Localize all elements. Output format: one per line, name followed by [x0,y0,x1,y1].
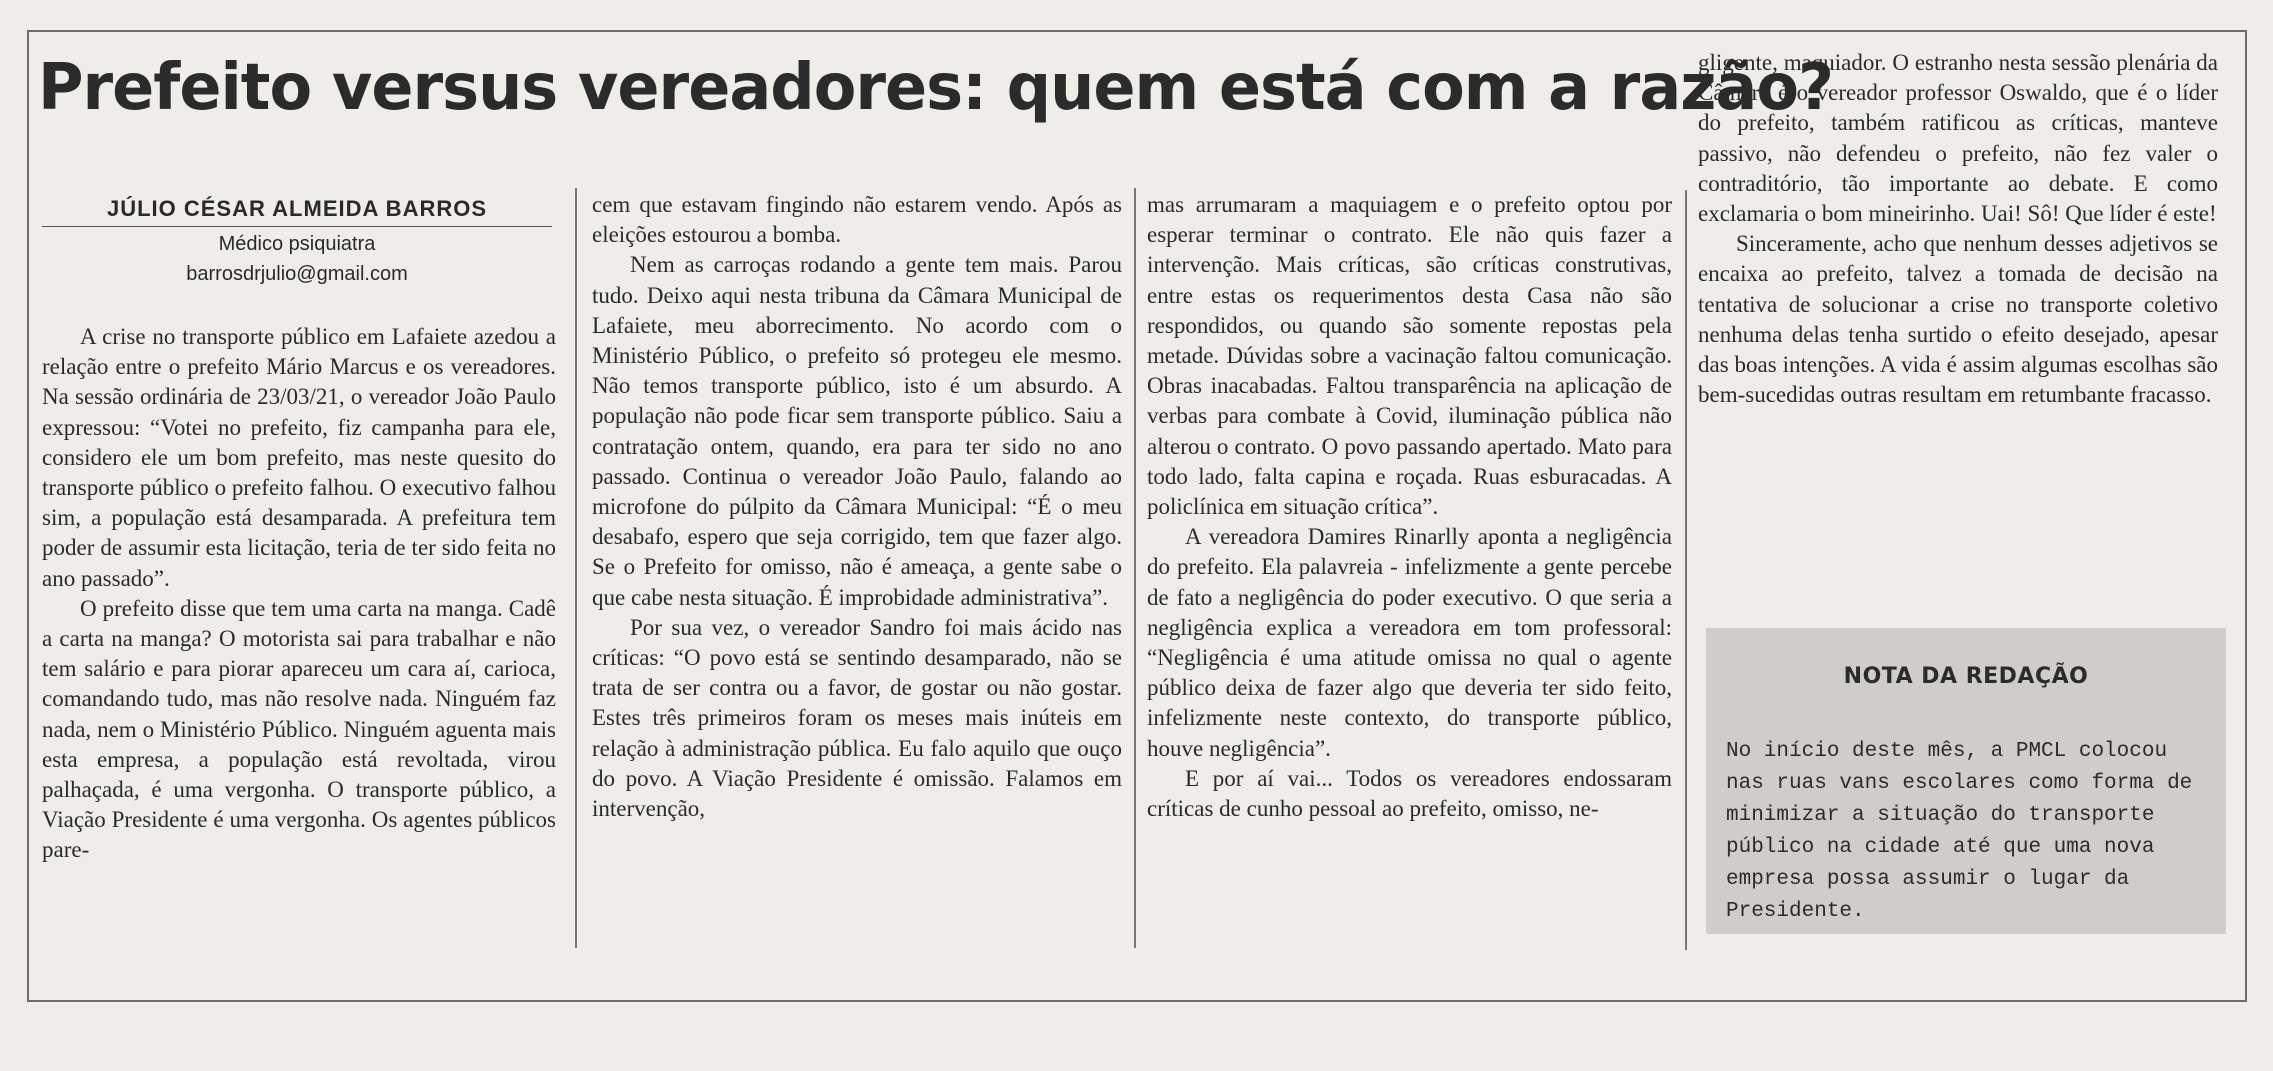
author-email: barrosdrjulio@gmail.com [186,263,408,285]
paragraph: A crise no transporte público em Lafaiete azedou a relação entre o prefeito Mário Marcus e os vereadores. Na sessão ordinária de 23/03/21, o vereador João Paulo expressou: “Votei no prefeito, fiz campanha para ele, considero ele um bom prefeito, mas neste quesito do transporte público o prefeito falhou. O executivo falhou sim, a população está desamparada. A prefeitura tem poder de assumir esta licitação, teria de ter sido feita no ano passado”. [42,324,556,591]
article-column-3 [1147,190,1672,824]
article-column-1 [42,322,556,866]
column-rule [1134,188,1136,948]
paragraph: Nem as carroças rodando a gente tem mais. Parou tudo. Deixo aqui nesta tribuna da Câmara Municipal de Lafaiete, meu aborrecimento. No acordo com o Ministério Público, o prefeito só protegeu ele mesmo. Não temos transporte público, isto é um absurdo. A população não pode ficar sem transporte público. Saiu a contratação ontem, quando, era para ter sido no ano passado. Continua o vereador João Paulo, falando ao microfone do púlpito da Câmara Municipal: “É o meu desabafo, espero que seja corrigido, tem que fazer algo. Se o Prefeito for omisso, não é ameaça, a gente sabe o que cabe nesta situação. É improbidade administrativa”. [592,252,1122,610]
paragraph: cem que estavam fingindo não estarem vendo. Após as eleições estourou a bomba. [592,192,1122,248]
paragraph: O prefeito disse que tem uma carta na manga. Cadê a carta na manga? O motorista sai para trabalhar e não tem salário e para piorar apareceu um cara aí, carioca, comandando tudo, mas não resolve nada. Ninguém faz nada, nem o Ministério Público. Ninguém aguenta mais esta empresa, a população está revoltada, virou palhaçada, é uma vergonha. O transporte público, a Viação Presidente é uma vergonha. Os agentes públicos pare- [42,595,556,863]
headline: Prefeito versus vereadores: quem está com a razão? [38,51,1834,125]
editor-note-box [1706,628,2226,934]
author-role: Médico psiquiatra [218,233,376,255]
paragraph: Sinceramente, acho que nenhum desses adjetivos se encaixa ao prefeito, talvez a tomada de decisão na tentativa de solucionar a crise no transporte coletivo nenhuma delas tenha surtido o efeito desejado, apesar das boas intenções. A vida é assim algumas escolhas são bem-sucedidas outras resultam em retumbante fracasso. [1698,231,2218,408]
paragraph: mas arrumaram a maquiagem e o prefeito optou por esperar terminar o contrato. Ele não quis fazer a intervenção. Mais críticas, são críticas construtivas, entre estas os requerimentos desta Casa não são respondidos, ou quando são somente repostas pela metade. Dúvidas sobre a vacinação faltou comunicação. Obras inacabadas. Faltou transparência na aplicação de verbas para combate à Covid, iluminação pública não alterou o contrato. O povo passando apertado. Mato para todo lado, falta capina e roçada. Ruas esburacadas. A policlínica em situação crítica”. [1147,192,1672,520]
article-column-2 [592,190,1122,824]
column-rule [1685,190,1687,950]
author-name: JÚLIO CÉSAR ALMEIDA BARROS [42,196,552,227]
byline [42,196,552,289]
editor-note-body: No início deste mês, a PMCL colocou nas ruas vans escolares como forma de minimizar a situação do transporte público na cidade até que uma nova empresa possa assumir o lugar da Presidente. [1726,740,2193,923]
paragraph: gligente, maquiador. O estranho nesta sessão plenária da Câmara é o vereador professor Oswaldo, que é o líder do prefeito, também ratificou as críticas, manteve passivo, não defendeu o prefeito, não fez valer o contraditório, tão importante ao debate. E como exclamaria o bom mineirinho. Uai! Sô! Que líder é este! [1698,50,2218,227]
article-column-4 [1698,48,2218,410]
column-rule [575,188,577,948]
editor-note-title: NOTA DA REDAÇÃO [1843,664,2089,689]
paragraph: A vereadora Damires Rinarlly aponta a negligência do prefeito. Ela palavreia - infelizmente a gente percebe de fato a negligência do poder executivo. O que seria a negligência explica a vereadora em tom professoral: “Negligência é uma atitude omissa no qual o agente público deixa de fazer algo que deveria ter sido feito, infelizmente neste contexto, do transporte público, houve negligência”. [1147,524,1672,761]
paragraph: Por sua vez, o vereador Sandro foi mais ácido nas críticas: “O povo está se sentindo desamparado, não se trata de ser contra ou a favor, de gostar ou não gostar. Estes três primeiros foram os meses mais inúteis em relação à administração pública. Eu falo aquilo que ouço do povo. A Viação Presidente é omissão. Falamos em intervenção, [592,614,1122,822]
paragraph: E por aí vai... Todos os vereadores endossaram críticas de cunho pessoal ao prefeito, omisso, ne- [1147,765,1672,822]
